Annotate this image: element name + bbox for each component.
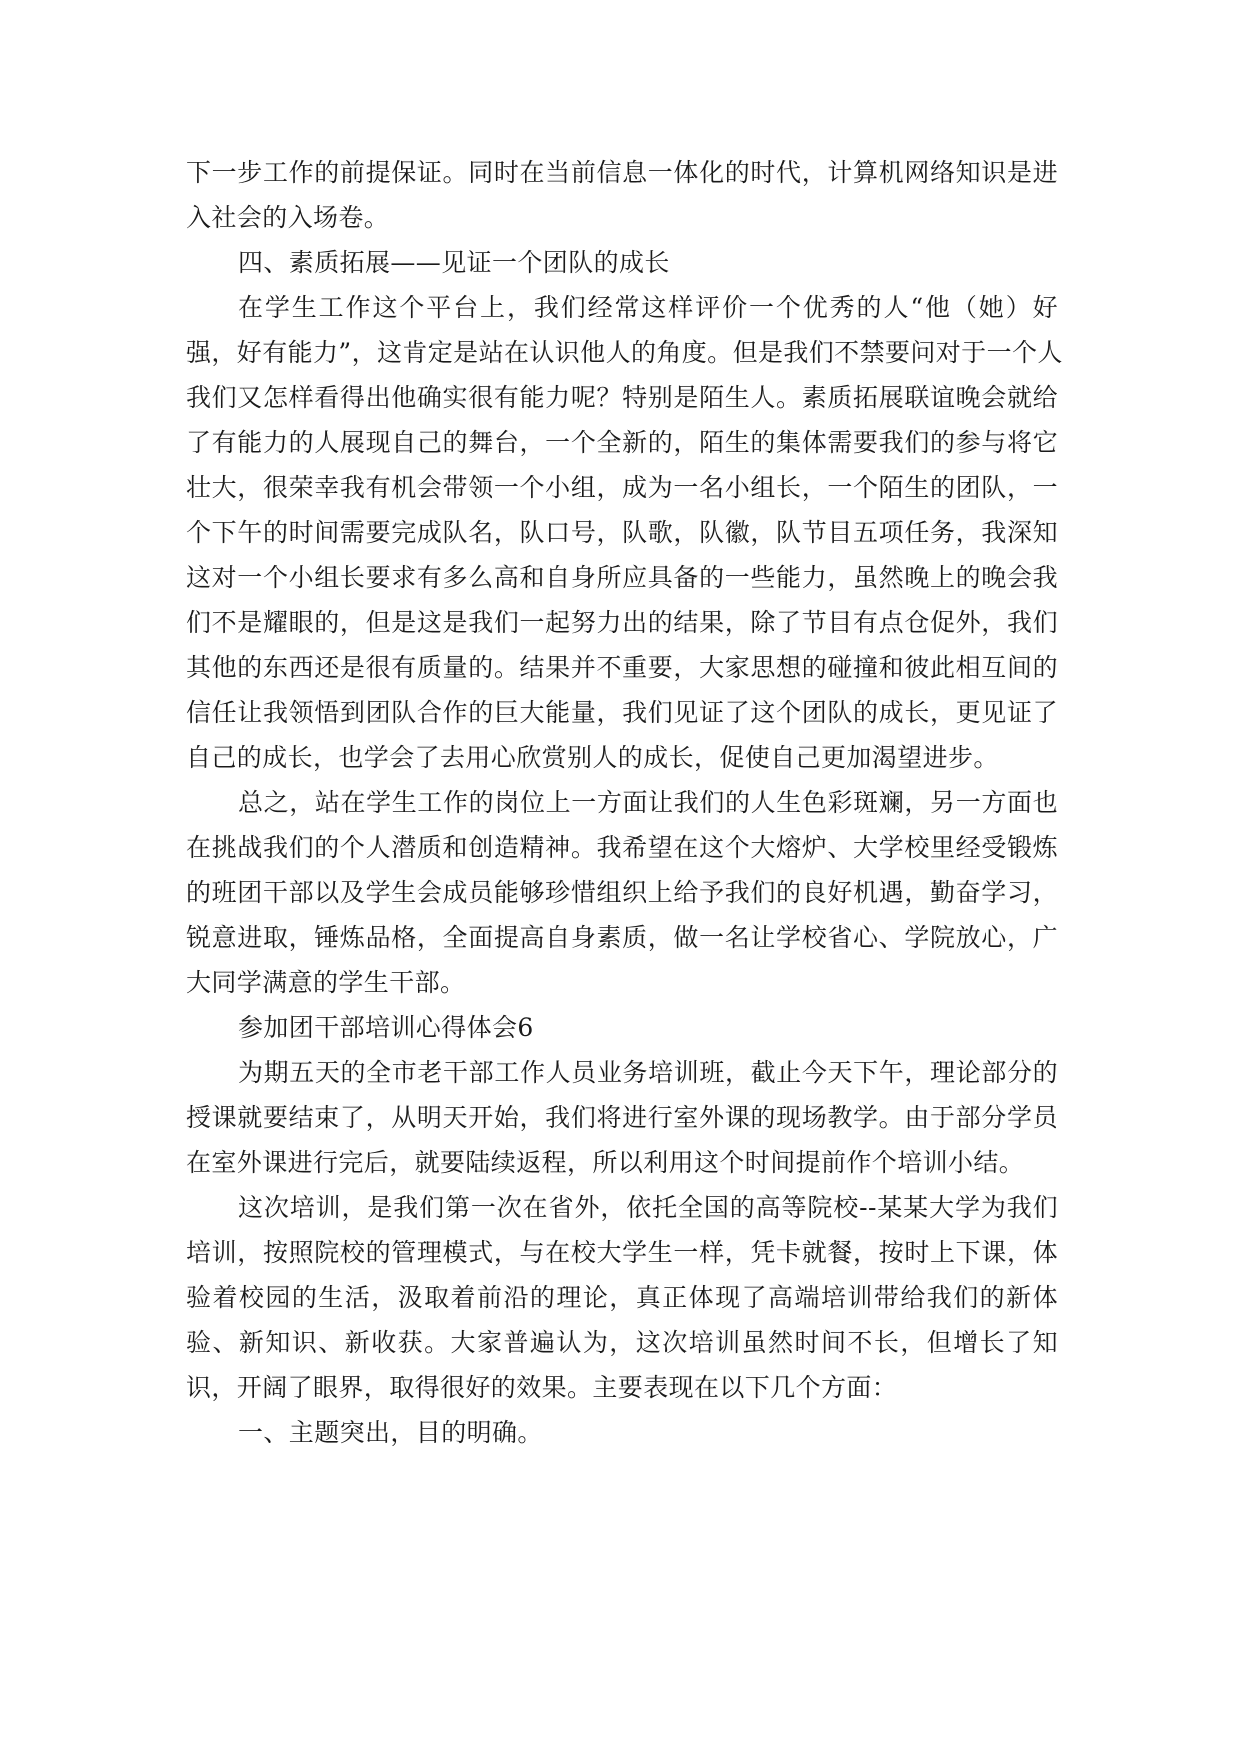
- text-line: 其他的东西还是很有质量的。结果并不重要，大家思想的碰撞和彼此相互间的: [186, 653, 1058, 682]
- text-line: 在室外课进行完后，就要陆续返程，所以利用这个时间提前作个培训小结。: [186, 1148, 1025, 1177]
- text-line: 的班团干部以及学生会成员能够珍惜组织上给予我们的良好机遇，勤奋学习，: [186, 878, 1058, 907]
- text-line: 这次培训，是我们第一次在省外，依托全国的高等院校--某某大学为我们: [238, 1193, 1058, 1222]
- text-line: 我们又怎样看得出他确实很有能力呢？特别是陌生人。素质拓展联谊晚会就给: [186, 383, 1058, 412]
- text-line: 们不是耀眼的，但是这是我们一起努力出的结果，除了节目有点仓促外，我们: [186, 608, 1058, 637]
- text-line: 壮大，很荣幸我有机会带领一个小组，成为一名小组长，一个陌生的团队，一: [186, 473, 1058, 502]
- text-line: 信任让我领悟到团队合作的巨大能量，我们见证了这个团队的成长，更见证了: [186, 698, 1058, 727]
- text-line: 在学生工作这个平台上，我们经常这样评价一个优秀的人“他（她）好: [238, 293, 1058, 322]
- text-line: 参加团干部培训心得体会6: [238, 1013, 534, 1042]
- text-line: 强，好有能力”，这肯定是站在认识他人的角度。但是我们不禁要问对于一个人: [186, 338, 1063, 367]
- document-body: [186, 150, 1063, 1455]
- text-line: 锐意进取，锤炼品格，全面提高自身素质，做一名让学校省心、学院放心，广: [186, 923, 1058, 952]
- text-line: 验着校园的生活，汲取着前沿的理论，真正体现了高端培训带给我们的新体: [186, 1283, 1058, 1312]
- text-line: 下一步工作的前提保证。同时在当前信息一体化的时代，计算机网络知识是进: [186, 158, 1058, 187]
- text-line: 授课就要结束了，从明天开始，我们将进行室外课的现场教学。由于部分学员: [186, 1103, 1058, 1132]
- text-line: 入社会的入场卷。: [186, 203, 390, 232]
- text-line: 总之，站在学生工作的岗位上一方面让我们的人生色彩斑斓，另一方面也: [238, 788, 1058, 817]
- text-line: 大同学满意的学生干部。: [186, 968, 466, 997]
- text-line: 一、主题突出，目的明确。: [238, 1418, 543, 1447]
- text-line: 个下午的时间需要完成队名，队口号，队歌，队徽，队节目五项任务，我深知: [186, 518, 1058, 547]
- text-line: 培训，按照院校的管理模式，与在校大学生一样，凭卡就餐，按时上下课，体: [186, 1238, 1058, 1267]
- text-line: 验、新知识、新收获。大家普遍认为，这次培训虽然时间不长，但增长了知: [186, 1328, 1058, 1357]
- text-line: 为期五天的全市老干部工作人员业务培训班，截止今天下午，理论部分的: [238, 1058, 1058, 1087]
- text-line: 自己的成长，也学会了去用心欣赏别人的成长，促使自己更加渴望进步。: [186, 743, 999, 772]
- text-line: 四、素质拓展——见证一个团队的成长: [238, 248, 670, 277]
- text-line: 了有能力的人展现自己的舞台，一个全新的，陌生的集体需要我们的参与将它: [186, 428, 1058, 457]
- text-line: 在挑战我们的个人潜质和创造精神。我希望在这个大熔炉、大学校里经受锻炼: [186, 833, 1058, 862]
- text-line: 这对一个小组长要求有多么高和自身所应具备的一些能力，虽然晚上的晚会我: [186, 563, 1058, 592]
- text-line: 识，开阔了眼界，取得很好的效果。主要表现在以下几个方面：: [186, 1373, 898, 1402]
